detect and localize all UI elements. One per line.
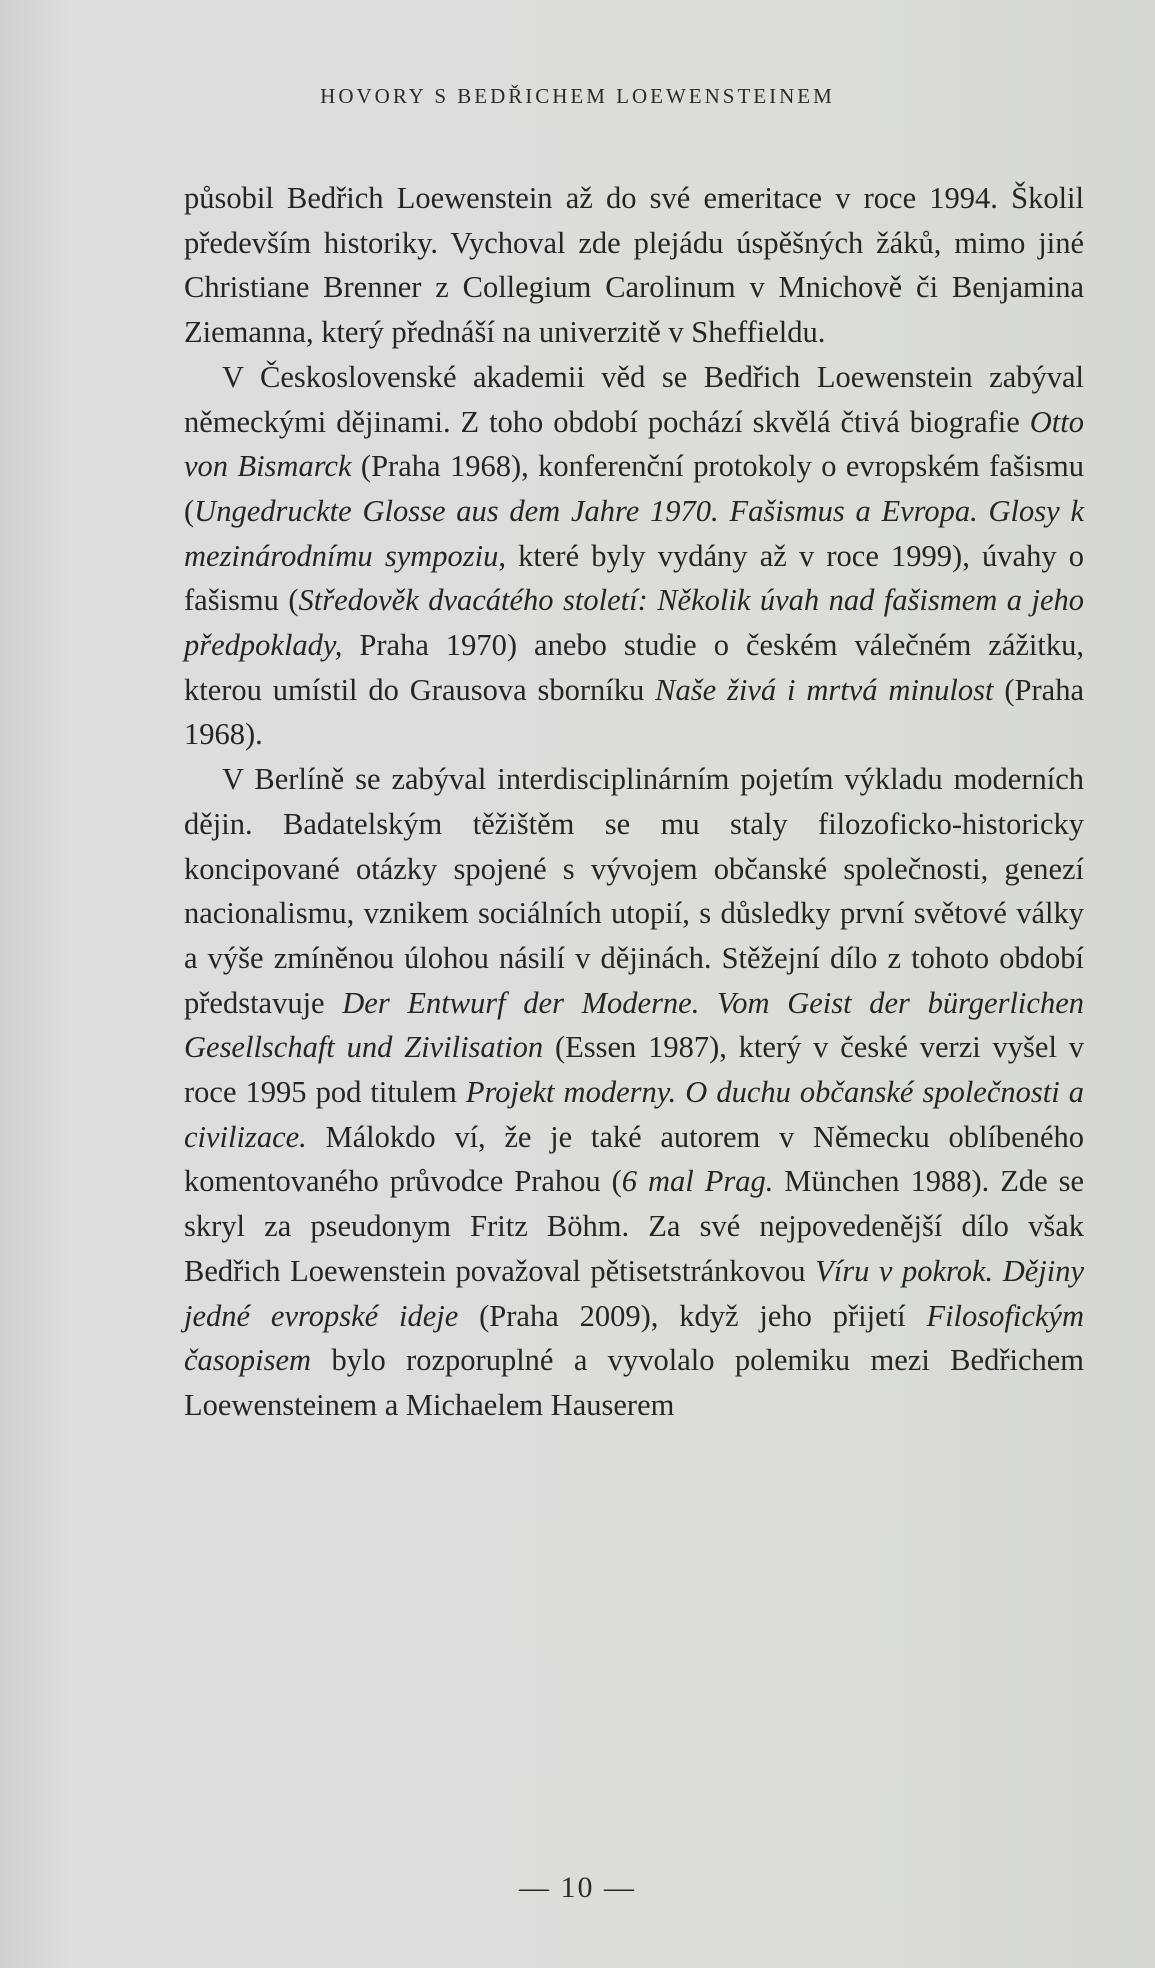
italic-title-run: Otto von Bismarck bbox=[184, 404, 1084, 484]
text-run: V Československé akademii věd se Bedřich Loewenstein zabýval německými dějinami. Z toho období pochází skvělá čtivá biografie bbox=[184, 359, 1084, 439]
paragraph-3 bbox=[184, 757, 1084, 1428]
italic-title-run: Projekt moderny. O duchu občanské společnosti a civilizace. bbox=[184, 1075, 1085, 1154]
text-run: (Praha 1968), konferenční protokoly o evropském fašismu ( bbox=[184, 449, 1084, 528]
body-text bbox=[184, 176, 1084, 1428]
italic-title-run: Ungedruckte Glosse aus dem Jahre 1970. Fašismus a Evropa. Glosy k mezinárodnímu sympoziu, bbox=[184, 493, 1084, 573]
text-run: které byly vydány až v roce 1999), úvahy o fašismu ( bbox=[184, 538, 1084, 618]
text-run: (Praha 2009), když jeho přijetí bbox=[458, 1298, 927, 1333]
paragraph-1 bbox=[184, 176, 1084, 355]
text-run: Málokdo ví, že je také autorem v Německu oblíbeného komentovaného průvodce Prahou ( bbox=[184, 1119, 1084, 1199]
running-head: HOVORY S BEDŘICHEM LOEWENSTEINEM bbox=[320, 84, 835, 108]
italic-title-run: 6 mal Prag. bbox=[621, 1164, 774, 1199]
text-run: (Essen 1987), který v české verzi vyšel v roce 1995 pod titulem bbox=[184, 1030, 1084, 1110]
italic-title-run: Středověk dvacátého století: Několik úvah nad fašismem a jeho předpoklady, bbox=[184, 583, 1085, 663]
italic-title-run: Naše živá i mrtvá minulost bbox=[655, 672, 994, 707]
page-number: — 10 — bbox=[519, 1871, 636, 1904]
text-run: Praha 1970) anebo studie o českém válečném zážitku, kterou umístil do Grausova sborníku bbox=[184, 628, 1084, 707]
text-run: bylo rozporuplné a vyvolalo polemiku mezi Bedřichem Loewensteinem a Michaelem Hauserem bbox=[184, 1343, 1084, 1422]
text-run: (Praha 1968). bbox=[184, 672, 1084, 752]
italic-title-run: Filosofickým časopisem bbox=[184, 1298, 1084, 1378]
paragraph-2 bbox=[184, 355, 1084, 757]
text-run: působil Bedřich Loewenstein až do své emeritace v roce 1994. Školil především historiky. Vychoval zde plejádu úspěšných žáků, mimo jiné Christiane Brenner z Collegium Carolinum v Mnichově či Benjamina Ziemanna, který přednáší na univerzitě v Sheffieldu. bbox=[184, 181, 1084, 350]
italic-title-run: Víru v pokrok. Dějiny jedné evropské ideje bbox=[184, 1253, 1085, 1333]
text-run: V Berlíně se zabýval interdisciplinárním pojetím výkladu moderních dějin. Badatelským těžištěm se mu staly filozoficko-historicky koncipované otázky spojené s vývojem občanské společnosti, genezí nacionalismu, vznikem sociálních utopií, s důsledky první světové války a výše zmíněnou úlohou násilí v dějinách. Stěžejní dílo z tohoto období představuje bbox=[184, 762, 1084, 1020]
italic-title-run: Der Entwurf der Moderne. Vom Geist der bürgerlichen Gesellschaft und Zivilisation bbox=[184, 985, 1084, 1065]
text-run: München 1988). Zde se skryl za pseudonym Fritz Böhm. Za své nejpovedenější dílo však Bedřich Loewenstein považoval pětisetstránkovou bbox=[184, 1164, 1084, 1288]
